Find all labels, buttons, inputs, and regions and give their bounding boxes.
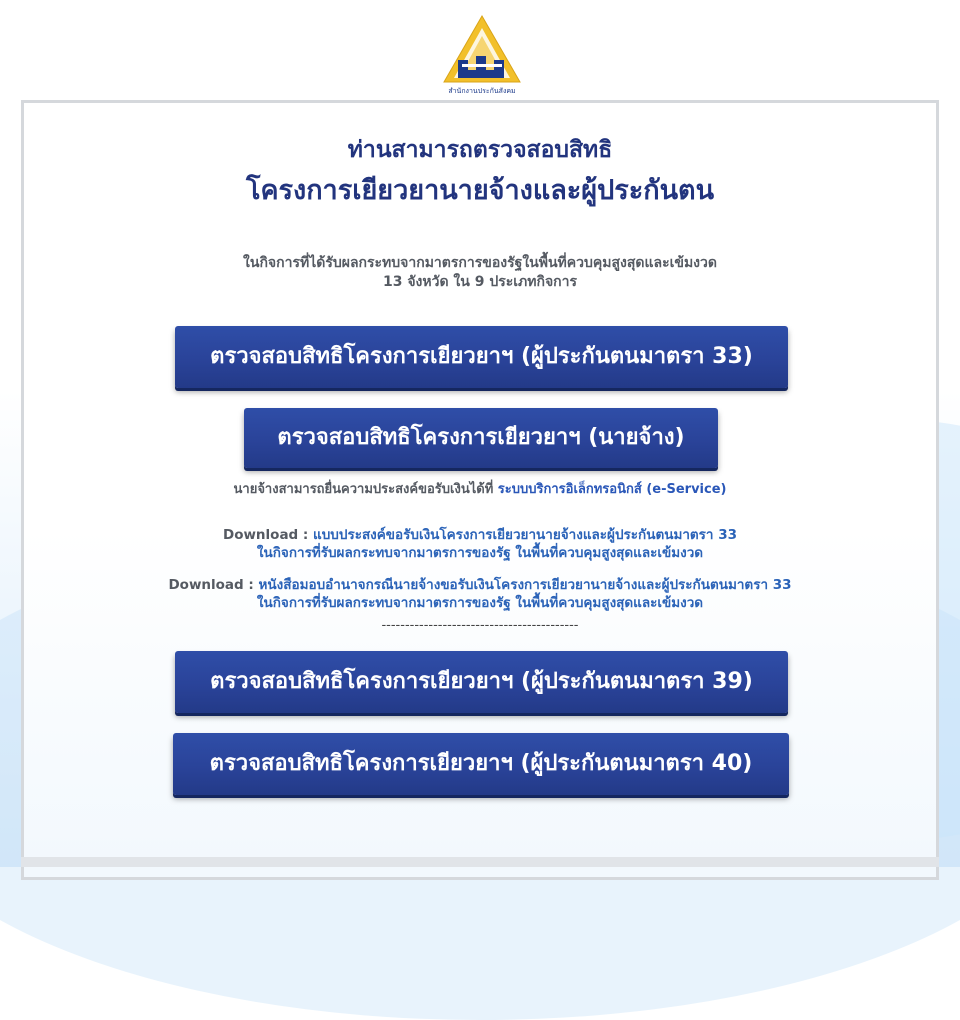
- check-m40-label: ตรวจสอบสิทธิโครงการเยียวยาฯ (ผู้ประกันตนมาตรา 40): [209, 751, 753, 776]
- check-m39-label: ตรวจสอบสิทธิโครงการเยียวยาฯ (ผู้ประกันตนมาตรา 39): [210, 669, 753, 694]
- subtitle-line2: 13 จังหวัด ใน 9 ประเภทกิจการ: [382, 274, 578, 290]
- panel-footer-bar: [21, 857, 939, 867]
- download-item: [0, 576, 960, 612]
- download-form-link-line2[interactable]: ในกิจการที่รับผลกระทบจากมาตรการของรัฐ ในพื้นที่ควบคุมสูงสุดและเข้มงวด: [256, 545, 704, 561]
- eservice-link[interactable]: ระบบบริการอิเล็กทรอนิกส์ (e-Service): [497, 482, 727, 497]
- page-heading-line1: ท่านสามารถตรวจสอบสิทธิ: [347, 137, 613, 163]
- check-m39-button[interactable]: [175, 651, 788, 713]
- download-label: Download :: [222, 527, 314, 543]
- subtitle-line1: ในกิจการที่ได้รับผลกระทบจากมาตรการของรัฐในพื้นที่ควบคุมสูงสุดและเข้มงวด: [243, 255, 717, 271]
- download-item: [0, 526, 960, 562]
- download-poa-link[interactable]: หนังสือมอบอำนาจกรณีนายจ้างขอรับเงินโครงการเยียวยานายจ้างและผู้ประกันตนมาตรา 33: [258, 577, 792, 593]
- check-m33-button[interactable]: [175, 326, 788, 388]
- check-employer-label: ตรวจสอบสิทธิโครงการเยียวยาฯ (นายจ้าง): [277, 425, 685, 450]
- download-form-link[interactable]: แบบประสงค์ขอรับเงินโครงการเยียวยานายจ้างและผู้ประกันตนมาตรา 33: [313, 527, 738, 543]
- logo-caption: สำนักงานประกันสังคม: [448, 87, 516, 95]
- download-label: Download :: [168, 577, 259, 593]
- separator: ------------------------------------------: [381, 618, 579, 633]
- sso-logo-icon: [440, 12, 524, 86]
- employer-note-text: นายจ้างสามารถยื่นความประสงค์ขอรับเงินได้ที่: [233, 482, 498, 497]
- page-title: โครงการเยียวยานายจ้างและผู้ประกันตน: [245, 175, 715, 206]
- check-m40-button[interactable]: [173, 733, 789, 795]
- download-poa-link-line2[interactable]: ในกิจการที่รับผลกระทบจากมาตรการของรัฐ ในพื้นที่ควบคุมสูงสุดและเข้มงวด: [256, 595, 704, 611]
- employer-note: [0, 478, 960, 499]
- sso-logo: [440, 12, 524, 96]
- check-m33-label: ตรวจสอบสิทธิโครงการเยียวยาฯ (ผู้ประกันตนมาตรา 33): [210, 344, 753, 369]
- check-employer-button[interactable]: [244, 408, 718, 468]
